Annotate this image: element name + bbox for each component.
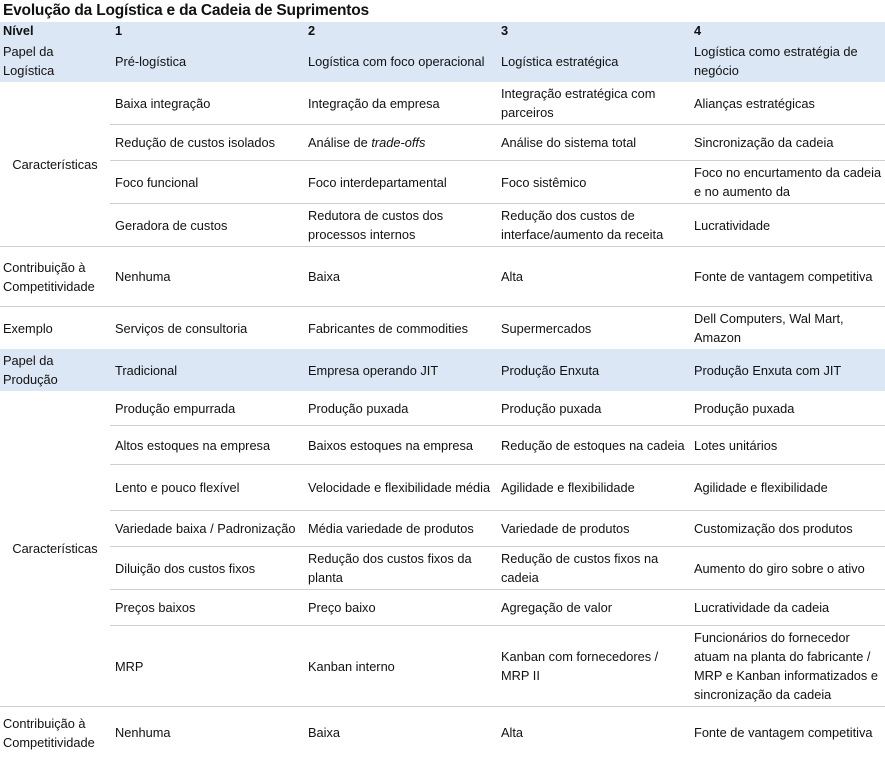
- table-cell: Supermercados: [496, 307, 689, 350]
- table-row: [0, 307, 885, 350]
- table-cell: Baixa integração: [110, 82, 303, 125]
- table-cell: Lento e pouco flexível: [110, 465, 303, 511]
- table-cell: Baixos estoques na empresa: [303, 426, 496, 465]
- table-cell: Aumento do giro sobre o ativo: [689, 547, 885, 590]
- table-cell: Dell Computers, Wal Mart, Amazon: [689, 307, 885, 350]
- row-label: Características: [0, 82, 110, 247]
- table-cell: Altos estoques na empresa: [110, 426, 303, 465]
- table-cell: Foco funcional: [110, 161, 303, 204]
- table-cell: Produção empurrada: [110, 391, 303, 426]
- table-cell: Agilidade e flexibilidade: [689, 465, 885, 511]
- logistics-role-row: [0, 40, 885, 82]
- table-cell: Integração estratégica com parceiros: [496, 82, 689, 125]
- production-role-row: [0, 349, 885, 391]
- table-cell: Lucratividade: [689, 204, 885, 247]
- table-row: [0, 426, 885, 465]
- table-cell: Redução de estoques na cadeia: [496, 426, 689, 465]
- table-row: [0, 590, 885, 626]
- table-cell: Produção puxada: [303, 391, 496, 426]
- level-row: [0, 22, 885, 40]
- table-cell: Customização dos produtos: [689, 511, 885, 547]
- table-cell: Produção Enxuta com JIT: [689, 349, 885, 391]
- table-cell: Redução dos custos de interface/aumento da receita: [496, 204, 689, 247]
- table-cell: Preço baixo: [303, 590, 496, 626]
- table-cell: Tradicional: [110, 349, 303, 391]
- table-cell: Foco sistêmico: [496, 161, 689, 204]
- table-cell: Alta: [496, 247, 689, 307]
- table-cell: Velocidade e flexibilidade média: [303, 465, 496, 511]
- table-cell: Funcionários do fornecedor atuam na planta do fabricante / MRP e Kanban informatizados e sincronização da cadeia: [689, 626, 885, 707]
- table-cell: Nenhuma: [110, 247, 303, 307]
- table-cell: Produção puxada: [689, 391, 885, 426]
- table-cell: Preços baixos: [110, 590, 303, 626]
- row-label: Contribuição à Competitividade: [0, 247, 110, 307]
- table-cell: Logística estratégica: [496, 40, 689, 82]
- table-row: [0, 161, 885, 204]
- table-cell: Fabricantes de commodities: [303, 307, 496, 350]
- table-cell: Produção puxada: [496, 391, 689, 426]
- table-row: [0, 204, 885, 247]
- table-cell: Produção Enxuta: [496, 349, 689, 391]
- table-cell: Geradora de custos: [110, 204, 303, 247]
- table-cell: Fonte de vantagem competitiva: [689, 247, 885, 307]
- table-cell: Logística com foco operacional: [303, 40, 496, 82]
- table-cell: Lucratividade da cadeia: [689, 590, 885, 626]
- table-row: [0, 125, 885, 161]
- table-cell: Redução de custos isolados: [110, 125, 303, 161]
- table-cell: Redução de custos fixos na cadeia: [496, 547, 689, 590]
- row-label: Exemplo: [0, 307, 110, 350]
- cell-italic-text: trade-offs: [371, 135, 425, 150]
- table-title: Evolução da Logística e da Cadeia de Suprimentos: [3, 2, 369, 20]
- table-cell: Agregação de valor: [496, 590, 689, 626]
- table-cell: Lotes unitários: [689, 426, 885, 465]
- table-cell: Redutora de custos dos processos internos: [303, 204, 496, 247]
- table-cell: Empresa operando JIT: [303, 349, 496, 391]
- row-label: Contribuição à Competitividade: [0, 707, 110, 758]
- table-row: [0, 82, 885, 125]
- row-label: Papel da Logística: [0, 40, 110, 82]
- table-cell: Variedade de produtos: [496, 511, 689, 547]
- cell-text: Análise de: [308, 135, 368, 150]
- table-cell: Alta: [496, 707, 689, 758]
- level-1: 1: [110, 22, 303, 40]
- table-cell: Foco interdepartamental: [303, 161, 496, 204]
- logistics-evolution-table: [0, 22, 885, 758]
- table-cell: Agilidade e flexibilidade: [496, 465, 689, 511]
- table-cell: Alianças estratégicas: [689, 82, 885, 125]
- row-label: Características: [0, 391, 110, 707]
- table-row: [0, 626, 885, 707]
- table-row: [0, 707, 885, 758]
- table-cell: MRP: [110, 626, 303, 707]
- row-label: Papel da Produção: [0, 349, 110, 391]
- table-cell: Variedade baixa / Padronização: [110, 511, 303, 547]
- table-row: [0, 465, 885, 511]
- table-row: [0, 511, 885, 547]
- table-cell: Sincronização da cadeia: [689, 125, 885, 161]
- table-cell: Kanban interno: [303, 626, 496, 707]
- table-cell: Média variedade de produtos: [303, 511, 496, 547]
- table-cell: Kanban com fornecedores / MRP II: [496, 626, 689, 707]
- level-3: 3: [496, 22, 689, 40]
- table-cell: Baixa: [303, 707, 496, 758]
- table-cell: Foco no encurtamento da cadeia e no aumento da: [689, 161, 885, 204]
- table-cell: Redução dos custos fixos da planta: [303, 547, 496, 590]
- table-cell: Nenhuma: [110, 707, 303, 758]
- level-2: 2: [303, 22, 496, 40]
- table-cell: Diluição dos custos fixos: [110, 547, 303, 590]
- table-cell: Integração da empresa: [303, 82, 496, 125]
- table-row: [0, 247, 885, 307]
- level-label: Nível: [0, 22, 110, 40]
- table-row: [0, 391, 885, 426]
- table-cell: [303, 125, 496, 161]
- table-cell: Fonte de vantagem competitiva: [689, 707, 885, 758]
- table-row: [0, 547, 885, 590]
- table-cell: Análise do sistema total: [496, 125, 689, 161]
- table-cell: Pré-logística: [110, 40, 303, 82]
- table-cell: Serviços de consultoria: [110, 307, 303, 350]
- table-cell: Baixa: [303, 247, 496, 307]
- level-4: 4: [689, 22, 885, 40]
- table-cell: Logística como estratégia de negócio: [689, 40, 885, 82]
